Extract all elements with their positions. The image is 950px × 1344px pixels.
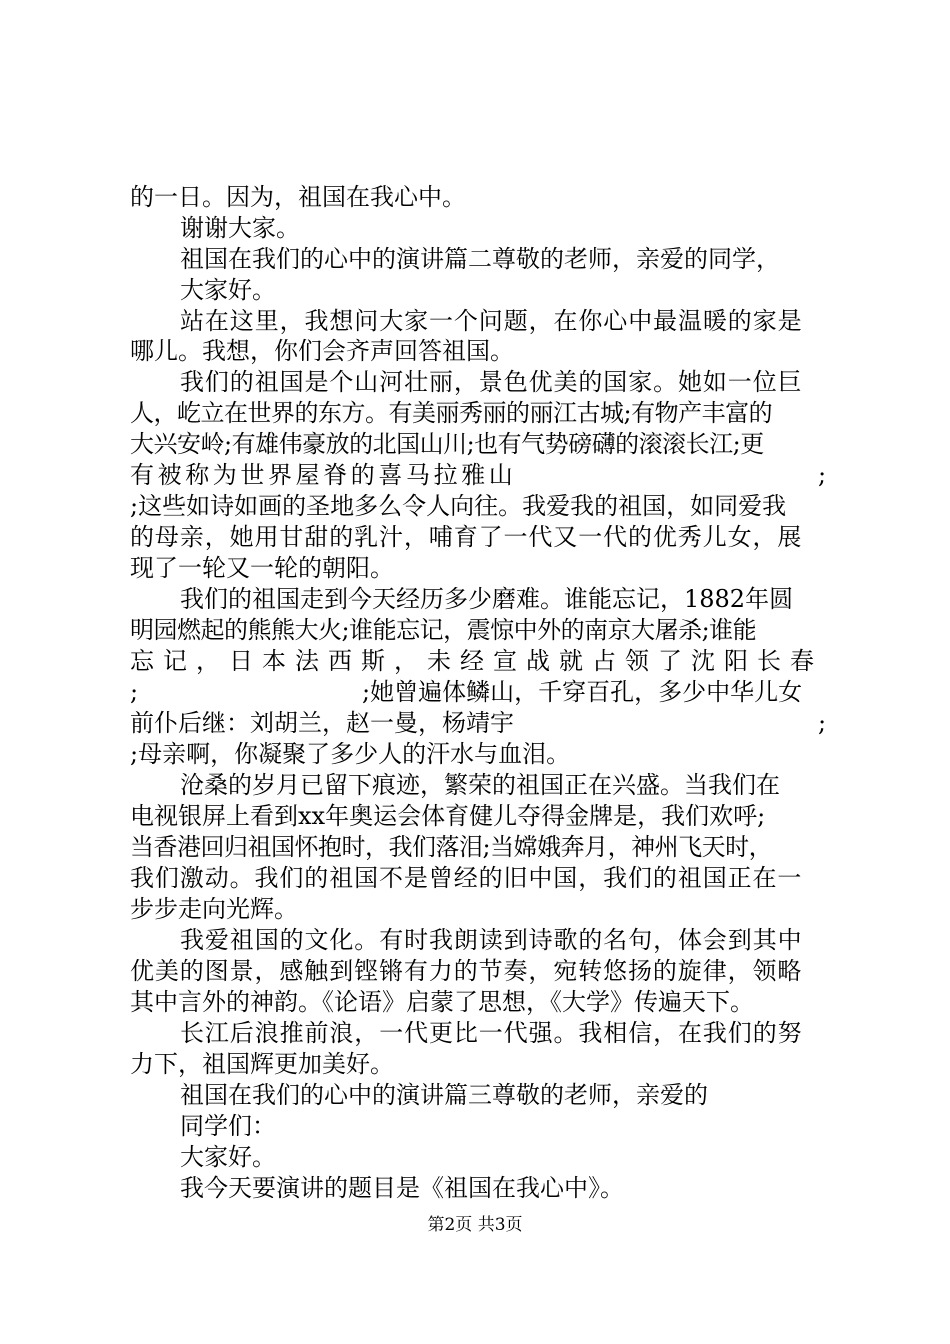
text-line: 优美的图景，感触到铿锵有力的节奏，宛转悠扬的旋律，领略 (130, 957, 803, 985)
text-line: 当香港回归祖国怀抱时，我们落泪;当嫦娥奔月，神州飞天时， (130, 833, 773, 861)
text-line: 步步走向光辉。 (130, 895, 298, 923)
text-line: 前仆后继：刘胡兰，赵一曼，杨靖宇 (130, 709, 514, 737)
text-line: 大兴安岭;有雄伟豪放的北国山川;也有气势磅礴的滚滚长江;更 (130, 430, 764, 458)
text-line: 的母亲，她用甘甜的乳汁，哺育了一代又一代的优秀儿女，展 (130, 523, 803, 551)
text-line: 我今天要演讲的题目是《祖国在我心中》。 (180, 1174, 624, 1202)
text-line: 现了一轮又一轮的朝阳。 (130, 554, 394, 582)
text-line: 我爱祖国的文化。有时我朗读到诗歌的名句，体会到其中 (180, 926, 803, 954)
text-line: 力下，祖国辉更加美好。 (130, 1050, 394, 1078)
text-line: 明园燃起的熊熊大火;谁能忘记，震惊中外的南京大屠杀;谁能 (130, 616, 757, 644)
text-line: 我们的祖国走到今天经历多少磨难。谁能忘记，1882年圆 (180, 585, 794, 613)
text-line: 有被称为世界屋脊的喜马拉雅山 (130, 461, 517, 489)
text-line: 哪儿。我想，你们会齐声回答祖国。 (130, 337, 514, 365)
text-line: 大家好。 (180, 276, 276, 304)
text-line: 谢谢大家。 (180, 214, 300, 242)
text-line: 忘记，日本法西斯，未经宣战就占领了沈阳长春 (130, 647, 823, 675)
page-footer: 第2页 共3页 (427, 1215, 523, 1235)
text-line: 的一日。因为，祖国在我心中。 (130, 183, 466, 211)
text-line: 电视银屏上看到xx年奥运会体育健儿夺得金牌是，我们欢呼; (130, 802, 766, 830)
text-line: 同学们： (180, 1112, 276, 1140)
text-line: 大家好。 (180, 1143, 276, 1171)
text-line: ; (818, 461, 827, 489)
text-line: 沧桑的岁月已留下痕迹，繁荣的祖国正在兴盛。当我们在 (180, 771, 780, 799)
text-line: ; (130, 678, 139, 706)
text-line: 人，屹立在世界的东方。有美丽秀丽的丽江古城;有物产丰富的 (130, 399, 773, 427)
text-line: 我们的祖国是个山河壮丽，景色优美的国家。她如一位巨 (180, 368, 803, 396)
text-line: 站在这里，我想问大家一个问题，在你心中最温暖的家是 (180, 307, 803, 335)
text-line: ;这些如诗如画的圣地多么令人向往。我爱我的祖国，如同爱我 (130, 492, 787, 520)
text-line: 我们激动。我们的祖国不是曾经的旧中国，我们的祖国正在一 (130, 864, 803, 892)
text-line: 长江后浪推前浪，一代更比一代强。我相信，在我们的努 (180, 1019, 803, 1047)
text-line: 祖国在我们的心中的演讲篇二尊敬的老师，亲爱的同学， (180, 245, 780, 273)
text-line: ; (818, 709, 827, 737)
text-line: ;她曾遍体鳞山，千穿百孔，多少中华儿女 (362, 678, 803, 706)
text-line: 其中言外的神韵。《论语》启蒙了思想，《大学》传遍天下。 (130, 988, 754, 1016)
text-line: 祖国在我们的心中的演讲篇三尊敬的老师，亲爱的 (180, 1081, 708, 1109)
text-line: ;母亲啊，你凝聚了多少人的汗水与血泪。 (130, 740, 571, 768)
